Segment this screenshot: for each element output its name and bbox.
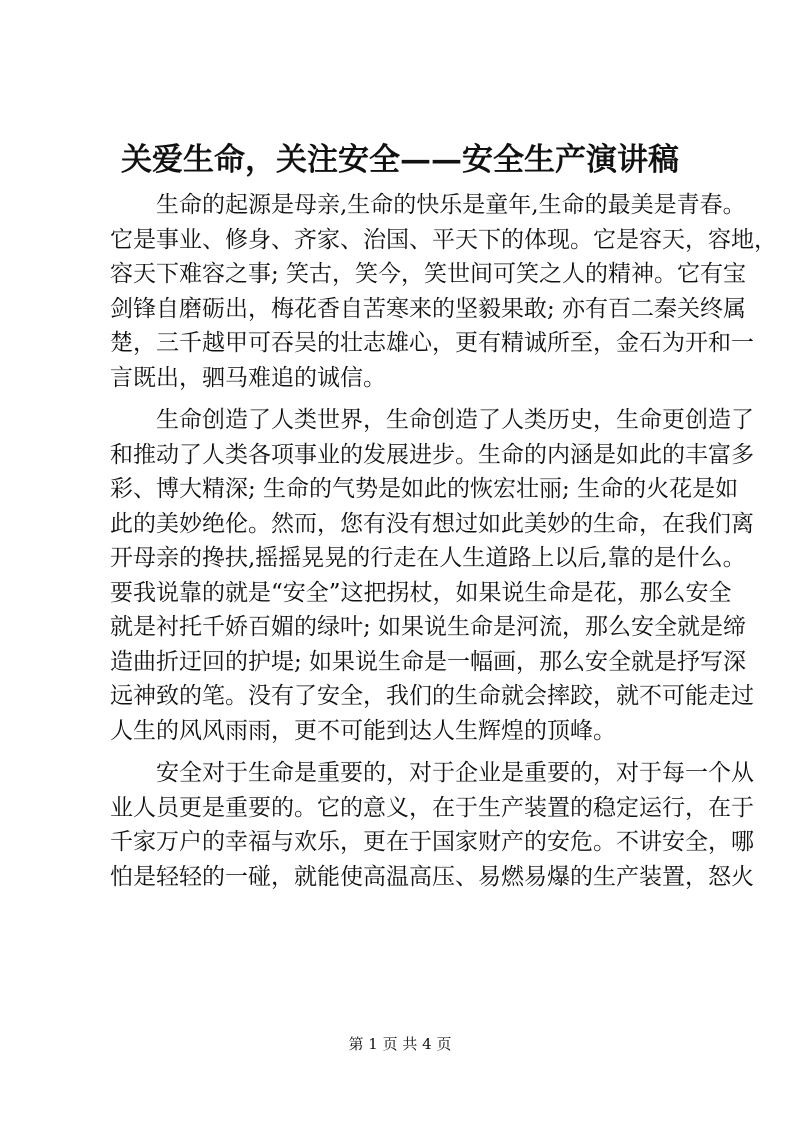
paragraph-line: 彩、博大精深; 生命的气势是如此的恢宏壮丽; 生命的火花是如	[110, 476, 739, 502]
paragraph-2	[110, 403, 754, 748]
paragraph-1	[110, 188, 777, 395]
paragraph-line: 远神致的笔。没有了安全，我们的生命就会摔跤，就不可能走过	[110, 683, 754, 709]
paragraph-line: 人生的风风雨雨，更不可能到达人生辉煌的顶峰。	[110, 717, 616, 744]
document-title: 关爱生命，关注安全——安全生产演讲稿	[121, 142, 679, 178]
paragraph-line: 和推动了人类各项事业的发展进步。生命的内涵是如此的丰富多	[110, 441, 754, 468]
paragraph-line: 生命的起源是母亲,生命的快乐是童年,生命的最美是青春。	[156, 192, 746, 218]
paragraph-line: 就是衬托千娇百媚的绿叶; 如果说生命是河流，那么安全就是缔	[110, 614, 747, 640]
paragraph-line: 言既出，驷马难追的诚信。	[110, 364, 386, 391]
paragraph-line: 生命创造了人类世界，生命创造了人类历史，生命更创造了	[156, 407, 754, 433]
paragraph-line: 业人员更是重要的。它的意义，在于生产装置的稳定运行，在于	[110, 794, 754, 821]
paragraph-line: 楚，三千越甲可吞吴的壮志雄心，更有精诚所至，金石为开和一	[110, 330, 754, 356]
page-footer: 第 1 页 共 4 页	[348, 1035, 452, 1053]
paragraph-line: 剑锋自磨砺出，梅花香自苦寒来的坚毅果敢; 亦有百二秦关终属	[110, 295, 747, 322]
paragraph-line: 怕是轻轻的一碰，就能使高温高压、易燃易爆的生产装置，怒火	[110, 863, 754, 890]
paragraph-3	[110, 756, 754, 894]
paragraph-line: 千家万户的幸福与欢乐，更在于国家财产的安危。不讲安全，哪	[110, 829, 754, 855]
paragraph-line: 安全对于生命是重要的，对于企业是重要的，对于每一个从	[156, 760, 754, 786]
paragraph-line: 它是事业、修身、齐家、治国、平天下的体现。它是容天，容地，	[110, 226, 777, 253]
paragraph-line: 容天下难容之事; 笑古，笑今，笑世间可笑之人的精神。它有宝	[110, 261, 747, 287]
paragraph-line: 开母亲的搀扶,摇摇晃晃的行走在人生道路上以后,靠的是什么。	[110, 545, 746, 571]
paragraph-line: 要我说靠的就是“安全”这把拐杖，如果说生命是花，那么安全	[110, 579, 732, 606]
paragraph-line: 造曲折迂回的护堤; 如果说生命是一幅画，那么安全就是抒写深	[110, 648, 747, 675]
paragraph-line: 此的美妙绝伦。然而，您有没有想过如此美妙的生命，在我们离	[110, 510, 754, 537]
document-body	[110, 188, 777, 902]
